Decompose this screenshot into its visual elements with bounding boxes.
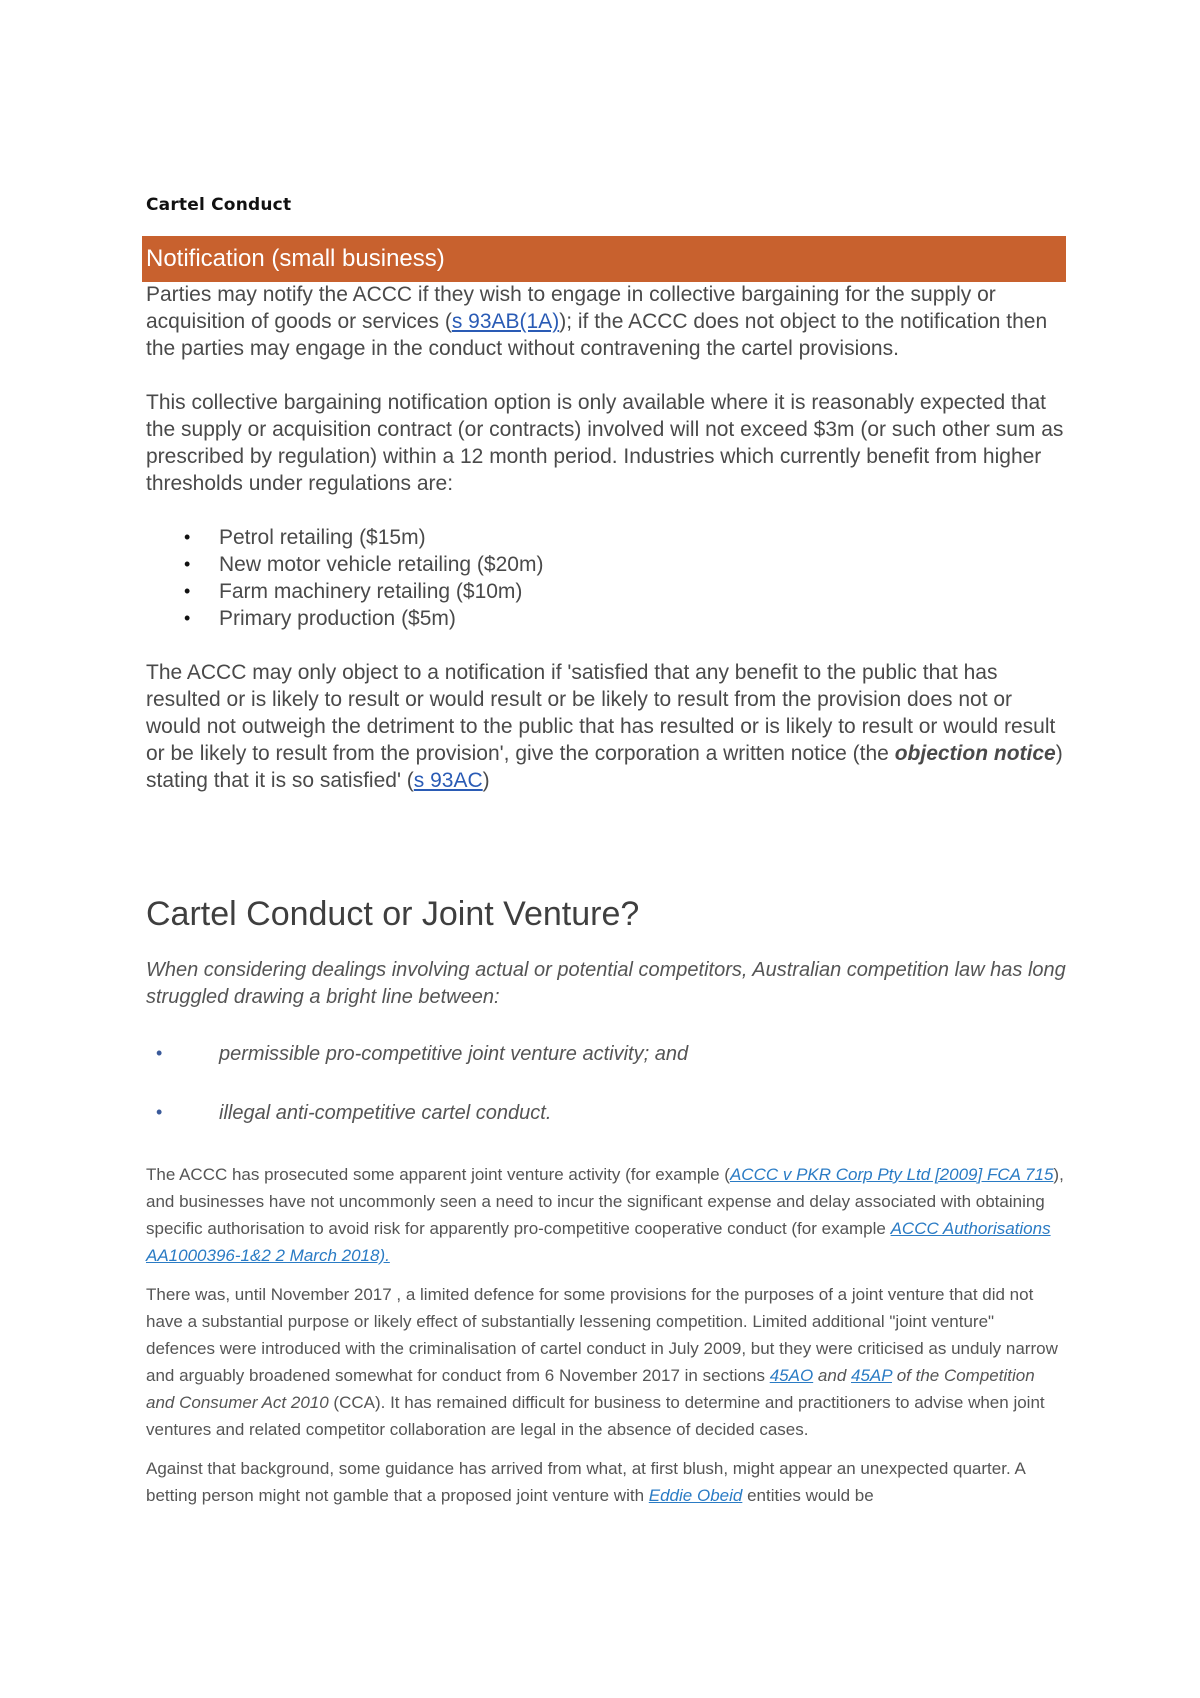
notification-paragraph-1: Parties may notify the ACCC if they wish to engage in collective bargaining for the supply or acquisition of goods or services (s 93AB(1A)); if the ACCC does not object to the notification then the parties may engage in the conduct without contravening the cartel provisions.: [146, 283, 1048, 360]
bullet-icon: •: [184, 554, 191, 574]
jv-body: [146, 1161, 1066, 1521]
bullet-icon: •: [184, 527, 191, 547]
objection-notice-term: objection notice: [894, 742, 1056, 765]
document-title: Cartel Conduct: [146, 195, 292, 215]
link-accc-v-pkr[interactable]: ACCC v PKR Corp Pty Ltd [2009] FCA 715: [729, 1165, 1054, 1184]
link-eddie-obeid[interactable]: Eddie Obeid: [648, 1486, 743, 1505]
threshold-list: [146, 524, 1066, 632]
link-accc-authorisations[interactable]: ACCC Authorisations AA1000396-1&2 2 March 2018).: [146, 1219, 1051, 1265]
jv-paragraph-2: There was, until November 2017 , a limited defence for some provisions for the purposes of a joint venture that did not have a substantial purpose or likely effect of substantially lessening competition. Limited additional "joint venture" defences were introduced with the criminalisation of cartel conduct in July 2009, but they were criticised as unduly narrow and arguably broadened somewhat for conduct from 6 November 2017 in sections 45AO and 45AP of the Competition and Consumer Act 2010 (CCA). It has remained difficult for business to determine and practitioners to advise when joint ventures and related competitor collaboration are legal in the absence of decided cases.: [146, 1285, 1058, 1439]
jv-paragraph-3: Against that background, some guidance has arrived from what, at first blush, might appear an unexpected quarter. A betting person might not gamble that a proposed joint venture with Eddie Obeid entities would be: [146, 1459, 1025, 1505]
bullet-icon: •: [156, 1043, 163, 1063]
jv-intro: When considering dealings involving actual or potential competitors, Australian competition law has long struggled drawing a bright line between:: [146, 959, 1066, 1008]
bullet-icon: •: [156, 1102, 163, 1122]
jv-paragraph-1: The ACCC has prosecuted some apparent joint venture activity (for example (ACCC v PKR Corp Pty Ltd [2009] FCA 715), and businesses have not uncommonly seen a need to incur the significant expense and delay associated with obtaining specific authorisation to avoid risk for apparently pro-competitive cooperative conduct (for example ACCC Authorisations AA1000396-1&2 2 March 2018).: [146, 1165, 1064, 1265]
notification-paragraph-2: This collective bargaining notification option is only available where it is reasonably expected that the supply or acquisition contract (or contracts) involved will not exceed $3m (or such other sum as prescribed by regulation) within a 12 month period. Industries which currently benefit from higher thresholds under regulations are:: [146, 391, 1064, 495]
section-heading-joint-venture: Cartel Conduct or Joint Venture?: [146, 895, 640, 933]
notification-body: [146, 281, 1066, 821]
link-45ap[interactable]: 45AP: [851, 1366, 892, 1385]
link-s93ab-1a[interactable]: s 93AB(1A): [451, 310, 560, 333]
bullet-icon: •: [184, 608, 191, 628]
notification-paragraph-3: The ACCC may only object to a notification if 'satisfied that any benefit to the public that has resulted or is likely to result or would result or be likely to result from the provision does not or would not outweigh the detriment to the public that has resulted or is likely to result or would result or be likely to result from the provision', give the corporation a written notice (the objection notice) stating that it is so satisfied' (s 93AC): [146, 661, 1063, 792]
list-item: • Petrol retailing ($15m): [184, 526, 426, 549]
section-heading-notification: Notification (small business): [142, 236, 1066, 282]
link-s93ac[interactable]: s 93AC: [413, 769, 483, 792]
link-45ao[interactable]: 45AO: [769, 1366, 814, 1385]
list-item: • Farm machinery retailing ($10m): [184, 580, 523, 603]
list-item: • Primary production ($5m): [184, 607, 456, 630]
bullet-icon: •: [184, 581, 191, 601]
list-item: • New motor vehicle retailing ($20m): [184, 553, 544, 576]
